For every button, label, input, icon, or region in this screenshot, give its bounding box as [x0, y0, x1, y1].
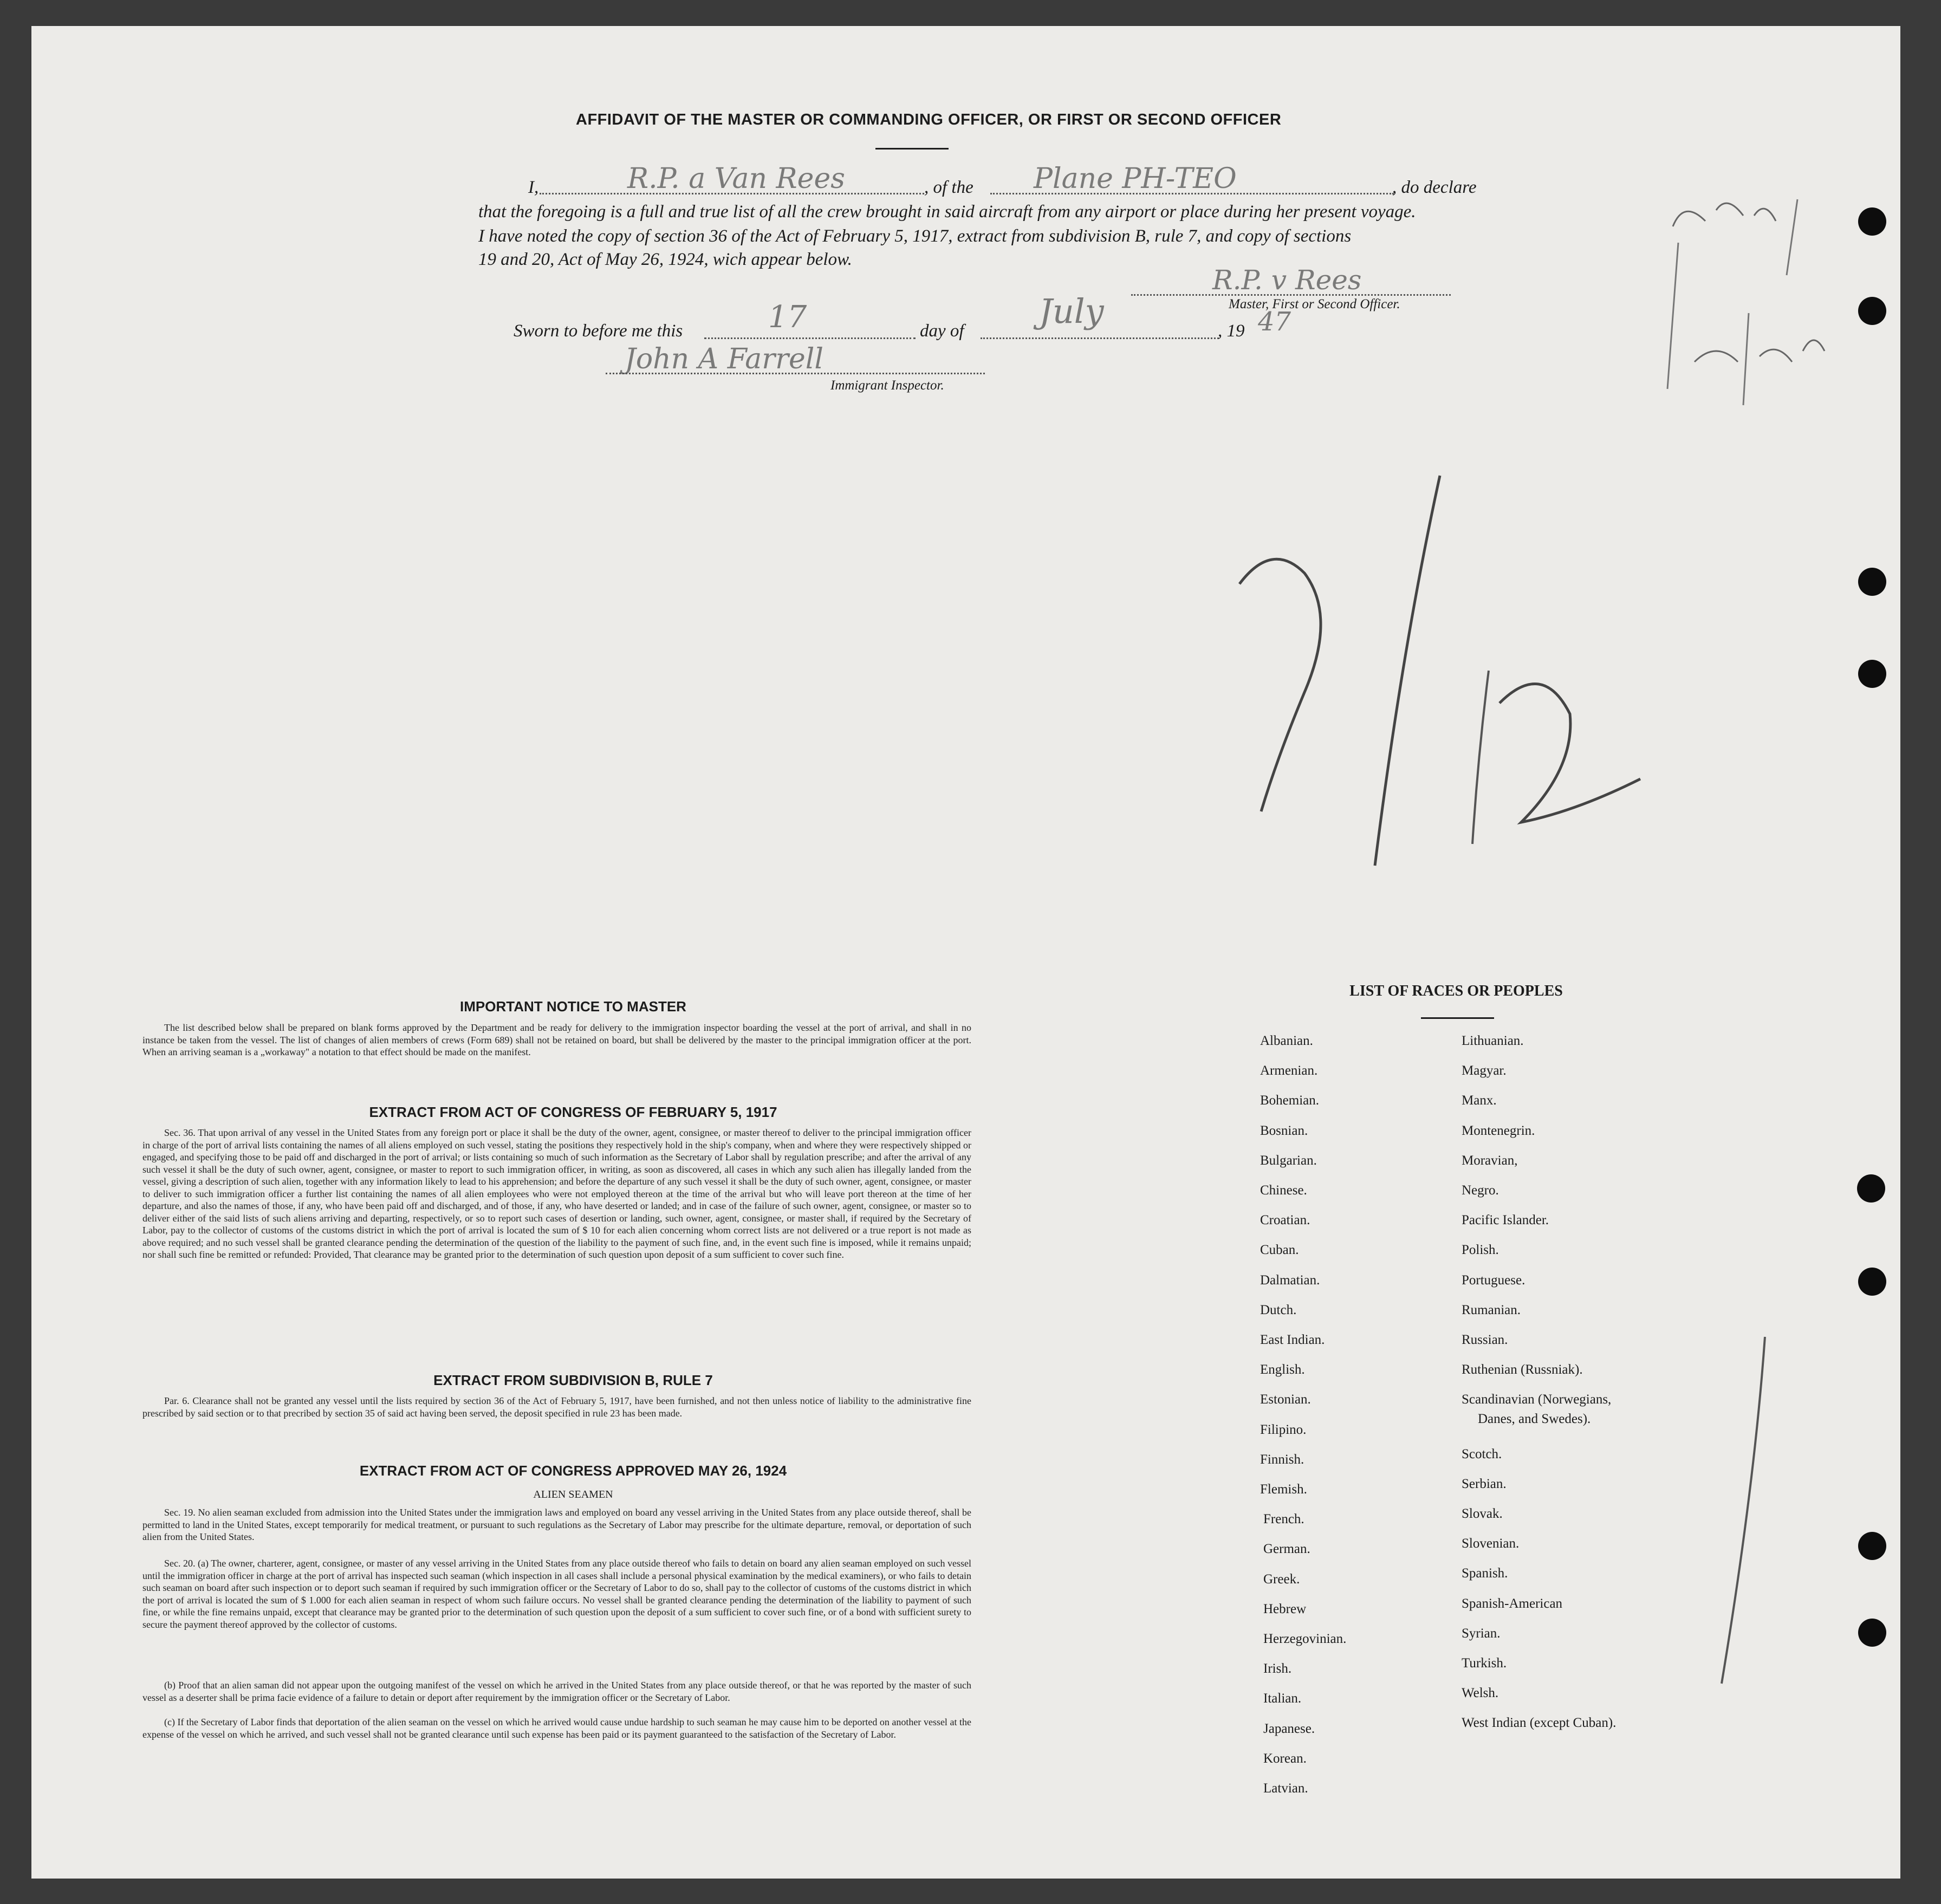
binder-hole: [1858, 297, 1886, 325]
extract-1917-heading: EXTRACT FROM ACT OF CONGRESS OF FEBRUARY 5, 1917: [369, 1104, 777, 1120]
alien-seamen-subheading: ALIEN SEAMEN: [533, 1489, 613, 1500]
race-item: Bohemian.: [1260, 1093, 1320, 1108]
affidavit-line3: I have noted the copy of section 36 of the Act of February 5, 1917, extract from subdivision B, rule 7, and copy of sections: [478, 226, 1352, 246]
race-item: Pacific Islander.: [1462, 1213, 1549, 1228]
races-rule: [1421, 1017, 1494, 1019]
race-item: Irish.: [1263, 1661, 1292, 1676]
sec20b-text: (b) Proof that an alien saman did not appear upon the outgoing manifest of the vessel on which he arrived in the United States from any place outside thereof, or that he was reported by the master of such vessel as a deserter shall be prima facie evidence of a failure to detain or deport after requirement by the immigration officer or the Secretary of Labor.: [142, 1680, 971, 1703]
race-item: Rumanian.: [1462, 1302, 1521, 1317]
race-item: Japanese.: [1263, 1721, 1315, 1736]
race-item: Greek.: [1263, 1571, 1300, 1587]
sec19-text: Sec. 19. No alien seaman excluded from admission into the United States under the immigration laws and employed on board any vessel arriving in the United States from any place outside thereof, shall be permitted to land in the United States, except temporarily for medical treatment, or pursuant to such regulations as the Secretary of Labor may prescribe for the ultimate departure, removal, or deportation of such alien from the United States.: [142, 1507, 971, 1542]
affidavit-i: I,: [528, 178, 539, 197]
race-item: Montenegrin.: [1462, 1123, 1535, 1138]
sworn-year-prefix: , 19: [1218, 321, 1245, 341]
race-item: Turkish.: [1462, 1656, 1507, 1671]
race-item: Latvian.: [1263, 1781, 1308, 1796]
race-item: Slovenian.: [1462, 1536, 1520, 1551]
race-item: Chinese.: [1260, 1183, 1307, 1198]
race-item: Dalmatian.: [1260, 1272, 1320, 1288]
inspector-signature: John A Farrell: [625, 343, 824, 375]
race-item: Bosnian.: [1260, 1123, 1308, 1138]
race-item: Welsh.: [1462, 1686, 1499, 1701]
race-item: Flemish.: [1260, 1482, 1307, 1497]
handwritten-aircraft: Plane PH-TEO: [1034, 163, 1237, 195]
pencil-mark-graphic: [1196, 432, 1684, 974]
binder-hole: [1858, 1268, 1886, 1296]
race-item: English.: [1260, 1362, 1305, 1377]
sec20a-text: Sec. 20. (a) The owner, charterer, agent, consignee, or master of any vessel arriving in the United States from any place outside thereof who fails to detain on board any alien seaman employed on such vessel until the immigration officer in charge at the port of arrival has inspected such seaman (which inspection in all cases shall include a personal physical examination by the medical examiners), or who fails to detain such seaman on board after such inspection or to deport such seaman if required by such immigration officer or the Secretary of Labor to do so, shall pay to the collector of customs of the customs district in which the port of arrival is located the sum of $ 1.000 for each alien seaman in respect of whom such failure occurs. No vessel shall be granted clearance pending the determination of the liability to payment of such fine, or while the fine remains unpaid, except that clearance may be granted prior to the determination of such question upon the deposit of a sum sufficient to cover such fine, or of a bond with sufficient surety to secure the payment thereof approved by the collector of customs.: [142, 1558, 971, 1630]
binder-hole: [1858, 1532, 1886, 1560]
race-item: Hebrew: [1263, 1601, 1307, 1616]
race-item: Albanian.: [1260, 1034, 1313, 1048]
race-item: Moravian,: [1462, 1153, 1518, 1168]
inspector-caption: Immigrant Inspector.: [830, 378, 944, 393]
race-item: Bulgarian.: [1260, 1153, 1317, 1168]
race-item: Cuban.: [1260, 1243, 1299, 1258]
binder-hole: [1858, 660, 1886, 688]
race-item: Manx.: [1462, 1093, 1497, 1108]
race-item: Herzegovinian.: [1263, 1632, 1347, 1646]
officer-signature: R.P. v Rees: [1212, 264, 1362, 296]
document-page: [31, 26, 1900, 1879]
affidavit-of-the: , of the: [924, 178, 973, 197]
race-item: Ruthenian (Russniak).: [1462, 1362, 1583, 1377]
extract-1917-text: Sec. 36. That upon arrival of any vessel in the United States from any foreign port or place it shall be the duty of the owner, agent, consignee, or master thereof to deliver to the principal immigration officer in charge of the port of arrival lists containing the names of all aliens employed on such vessel, stating the positions they respectively hold in the ship's company, when and where they were respectively shipped or engaged, and specifying those to be paid off and discharged in the port of arrival; or lists containing so much of such information as the Secretary of Labor shall by regulation prescribe; and after the arrival of any such vessel it shall be the duty of such owner, agent, consignee, or master to report to such immigration officer, in writing, as soon as discovered, all cases in which any such alien has illegally landed from the vessel, giving a description of such alien, together with any information likely to lead to his apprehension; and before the departure of any such vessel it shall be the duty of such owner, agent, consignee, or master to deliver to such immigration officer a further list containing the names of all alien employees who were not employed thereon at the time of the arrival but who will leave port thereon at the time of her departure, and also the names of those, if any, who have been paid off and discharged, and of those, if any, who have deserted or landed; and in case of the failure of such owner, agent, consignee, or master so to deliver either of the said lists of such aliens arriving and departing, respectively, or so to report such cases of desertion or landing, such owner, agent, consignee, or master shall, if required by the Secretary of Labor, pay to the collector of customs of the customs district in which the port of arrival is located the sum of $ 10 for each alien concerning whom correct lists are not delivered or a true report is not made as above required; and no such vessel shall be granted clearance pending the determination of the question of the liability to the payment of such fine, and, in the event such fine is imposed, while it remains unpaid; nor shall such fine be remitted or refunded: Provided, That clearance may be granted prior to the determination of such question upon deposit of a sum sufficient to cover such fine.: [142, 1127, 971, 1260]
signature-caption: Master, First or Second Officer.: [1229, 297, 1400, 311]
race-item: Scandinavian (Norwegians,: [1462, 1392, 1612, 1407]
race-item: Croatian.: [1260, 1213, 1310, 1228]
sworn-prefix: Sworn to before me this: [514, 321, 683, 341]
race-item: Dutch.: [1260, 1302, 1297, 1317]
day-field-line: [704, 337, 916, 339]
race-item: Slovak.: [1462, 1506, 1503, 1521]
race-item: Filipino.: [1260, 1422, 1307, 1437]
race-item: Magyar.: [1462, 1063, 1507, 1078]
race-item: Finnish.: [1260, 1452, 1304, 1467]
handwritten-name: R.P. a Van Rees: [627, 163, 845, 195]
sworn-day-of: day of: [920, 321, 964, 341]
race-item: Estonian.: [1260, 1392, 1311, 1407]
race-item: Polish.: [1462, 1243, 1499, 1258]
binder-hole: [1857, 1174, 1885, 1203]
sworn-day: 17: [768, 300, 807, 335]
race-item: German.: [1263, 1542, 1310, 1557]
race-item: Scotch.: [1462, 1446, 1502, 1461]
title-rule: [875, 148, 949, 150]
race-item: Korean.: [1263, 1751, 1307, 1766]
month-field-line: [981, 337, 1219, 339]
notice-heading: IMPORTANT NOTICE TO MASTER: [460, 998, 686, 1015]
race-item: Armenian.: [1260, 1063, 1318, 1078]
binder-hole: [1858, 1619, 1886, 1647]
affidavit-line4: 19 and 20, Act of May 26, 1924, wich appear below.: [478, 250, 852, 269]
sworn-year: 47: [1258, 307, 1291, 337]
rule7-heading: EXTRACT FROM SUBDIVISION B, RULE 7: [433, 1372, 713, 1388]
race-item: Russian.: [1462, 1333, 1508, 1347]
race-item: Syrian.: [1462, 1626, 1501, 1641]
sworn-month: July: [1039, 291, 1104, 331]
rule7-text: Par. 6. Clearance shall not be granted any vessel until the lists required by section 36 of the Act of February 5, 1917, have been furnished, and not then unless notice of liability to the administrative fine prescribed by said section or to that precribed by section 35 of said act having been served, the deposit specified in rule 23 has been made.: [142, 1395, 971, 1419]
notice-text: The list described below shall be prepared on blank forms approved by the Department and be ready for delivery to the immigration inspector boarding the vessel at the port of arrival, and shall in no instance be taken from the vessel. The list of changes of alien members of crews (Form 689) shall not be retained on board, but shall be delivered by the master to the principal immigration officer at the port. When an arriving seaman is a „workaway" a notation to that effect should be made on the manifest.: [142, 1022, 971, 1057]
margin-pencil-line: [1711, 1326, 1776, 1705]
race-item: French.: [1263, 1512, 1304, 1527]
race-item: Negro.: [1462, 1183, 1499, 1198]
affidavit-declare: , do declare: [1392, 178, 1477, 197]
race-item: Spanish.: [1462, 1566, 1508, 1581]
affidavit-title: AFFIDAVIT OF THE MASTER OR COMMANDING OFFICER, OR FIRST OR SECOND OFFICER: [576, 111, 1282, 128]
sec20c-text: (c) If the Secretary of Labor finds that deportation of the alien seaman on the vessel on which he arrived would cause undue hardship to such seaman he may cause him to be deported on another vessel at the expense of the vessel on which he arrived, and such vessel shall not be granted clearance until such expense has been paid or its payment guaranteed to the satisfaction of the Secretary of Labor.: [142, 1717, 971, 1740]
affidavit-line2: that the foregoing is a full and true list of all the crew brought in said aircraft from any airport or place during her present voyage.: [478, 202, 1416, 222]
race-item: Danes, and Swedes).: [1478, 1412, 1591, 1427]
binder-hole: [1858, 568, 1886, 596]
race-item: Spanish-American: [1462, 1596, 1563, 1611]
extract-1924-heading: EXTRACT FROM ACT OF CONGRESS APPROVED MAY 26, 1924: [359, 1463, 787, 1479]
race-item: Lithuanian.: [1462, 1034, 1524, 1048]
race-item: Portuguese.: [1462, 1272, 1525, 1288]
race-item: Italian.: [1263, 1691, 1302, 1706]
race-item: Serbian.: [1462, 1476, 1507, 1491]
binder-hole: [1858, 207, 1886, 236]
races-heading: LIST OF RACES OR PEOPLES: [1349, 983, 1563, 999]
margin-scribbles: [1635, 134, 1841, 438]
race-item: East Indian.: [1260, 1333, 1325, 1347]
race-item: West Indian (except Cuban).: [1462, 1715, 1617, 1731]
